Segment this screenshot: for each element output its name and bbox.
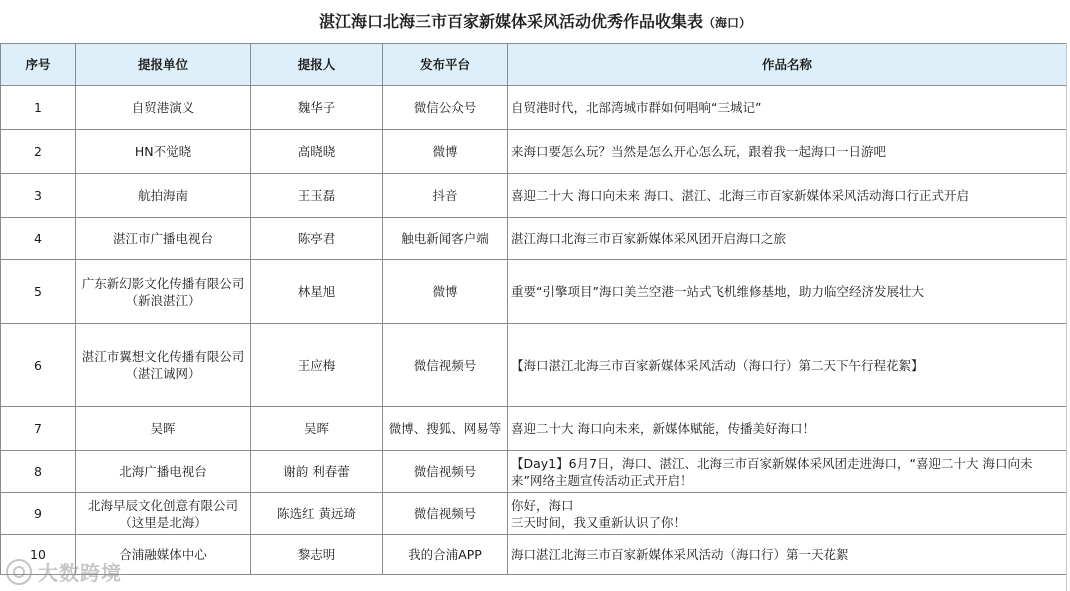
cell-work[interactable]: 来海口要怎么玩？当然是怎么开心怎么玩，跟着我一起海口一日游吧 xyxy=(508,130,1067,174)
cell-unit[interactable]: 湛江市广播电视台 xyxy=(76,218,251,260)
cell-unit[interactable]: 自贸港演义 xyxy=(76,86,251,130)
cell-platform[interactable]: 触电新闻客户端 xyxy=(383,218,508,260)
cell-work[interactable]: 喜迎二十大 海口向未来 海口、湛江、北海三市百家新媒体采风活动海口行正式开启 xyxy=(508,174,1067,218)
table-row xyxy=(1,174,1067,218)
cell-unit[interactable]: 北海广播电视台 xyxy=(76,451,251,493)
cell-work[interactable]: 【海口湛江北海三市百家新媒体采风活动（海口行）第二天下午行程花絮】 xyxy=(508,324,1067,407)
title-suffix: （海口） xyxy=(703,16,752,30)
table-row xyxy=(1,130,1067,174)
cell-work[interactable]: 自贸港时代，北部湾城市群如何唱响“三城记” xyxy=(508,86,1067,130)
cell-unit[interactable]: HN不觉晓 xyxy=(76,130,251,174)
cell-unit[interactable]: 航拍海南 xyxy=(76,174,251,218)
table-row xyxy=(1,260,1067,324)
cell-platform[interactable]: 抖音 xyxy=(383,174,508,218)
title-main: 湛江海口北海三市百家新媒体采风活动优秀作品收集表 xyxy=(318,12,703,31)
table-row xyxy=(1,86,1067,130)
cell-unit[interactable]: 湛江市翼想文化传播有限公司（湛江诚网） xyxy=(76,324,251,407)
table-row xyxy=(1,535,1067,575)
header-unit[interactable]: 提报单位 xyxy=(76,44,251,86)
sheet-title xyxy=(0,0,1070,43)
cell-work[interactable]: 喜迎二十大 海口向未来，新媒体赋能，传播美好海口！ xyxy=(508,407,1067,451)
cell-work[interactable]: 你好，海口 三天时间，我又重新认识了你！ xyxy=(508,493,1067,535)
cell-platform[interactable]: 微博 xyxy=(383,260,508,324)
cell-unit[interactable]: 合浦融媒体中心 xyxy=(76,535,251,575)
table-row xyxy=(1,218,1067,260)
cell-work[interactable]: 【Day1】6月7日，海口、湛江、北海三市百家新媒体采风团走进海口，“喜迎二十大 海口向未来”网络主题宣传活动正式开启！ xyxy=(508,451,1067,493)
cell-person[interactable]: 林星旭 xyxy=(251,260,383,324)
cell-work[interactable]: 海口湛江北海三市百家新媒体采风活动（海口行）第一天花絮 xyxy=(508,535,1067,575)
cell-no[interactable]: 3 xyxy=(1,174,76,218)
cell-unit[interactable]: 吴晖 xyxy=(76,407,251,451)
cell-person[interactable]: 王应梅 xyxy=(251,324,383,407)
table-row xyxy=(1,324,1067,407)
cell-person[interactable]: 陈亭君 xyxy=(251,218,383,260)
cell-platform[interactable]: 微博 xyxy=(383,130,508,174)
column-edge xyxy=(1066,43,1070,591)
cell-no[interactable]: 8 xyxy=(1,451,76,493)
cell-no[interactable]: 9 xyxy=(1,493,76,535)
cell-person[interactable]: 陈选红 黄远琦 xyxy=(251,493,383,535)
cell-platform[interactable]: 微信视频号 xyxy=(383,324,508,407)
cell-person[interactable]: 王玉磊 xyxy=(251,174,383,218)
header-row xyxy=(1,44,1067,86)
cell-work[interactable]: 湛江海口北海三市百家新媒体采风团开启海口之旅 xyxy=(508,218,1067,260)
cell-person[interactable]: 魏华子 xyxy=(251,86,383,130)
cell-person[interactable]: 谢韵 利春蕾 xyxy=(251,451,383,493)
cell-unit[interactable]: 北海早辰文化创意有限公司（这里是北海） xyxy=(76,493,251,535)
header-no[interactable]: 序号 xyxy=(1,44,76,86)
cell-no[interactable]: 1 xyxy=(1,86,76,130)
cell-work[interactable]: 重要“引擎项目”海口美兰空港一站式飞机维修基地，助力临空经济发展壮大 xyxy=(508,260,1067,324)
cell-no[interactable]: 4 xyxy=(1,218,76,260)
table-row xyxy=(1,407,1067,451)
header-platform[interactable]: 发布平台 xyxy=(383,44,508,86)
cell-no[interactable]: 5 xyxy=(1,260,76,324)
header-work[interactable]: 作品名称 xyxy=(508,44,1067,86)
cell-platform[interactable]: 微信视频号 xyxy=(383,451,508,493)
cell-platform[interactable]: 微信公众号 xyxy=(383,86,508,130)
cell-platform[interactable]: 我的合浦APP xyxy=(383,535,508,575)
cell-person[interactable]: 吴晖 xyxy=(251,407,383,451)
header-person[interactable]: 提报人 xyxy=(251,44,383,86)
cell-platform[interactable]: 微博、搜狐、网易等 xyxy=(383,407,508,451)
cell-person[interactable]: 黎志明 xyxy=(251,535,383,575)
cell-person[interactable]: 高晓晓 xyxy=(251,130,383,174)
watermark-text: 大数跨境 xyxy=(38,561,122,585)
cell-no[interactable]: 10 xyxy=(1,535,76,575)
cell-no[interactable]: 2 xyxy=(1,130,76,174)
cell-platform[interactable]: 微信视频号 xyxy=(383,493,508,535)
works-table xyxy=(0,43,1067,575)
table-row xyxy=(1,493,1067,535)
cell-no[interactable]: 6 xyxy=(1,324,76,407)
cell-no[interactable]: 7 xyxy=(1,407,76,451)
table-row xyxy=(1,451,1067,493)
cell-unit[interactable]: 广东新幻影文化传播有限公司（新浪湛江） xyxy=(76,260,251,324)
